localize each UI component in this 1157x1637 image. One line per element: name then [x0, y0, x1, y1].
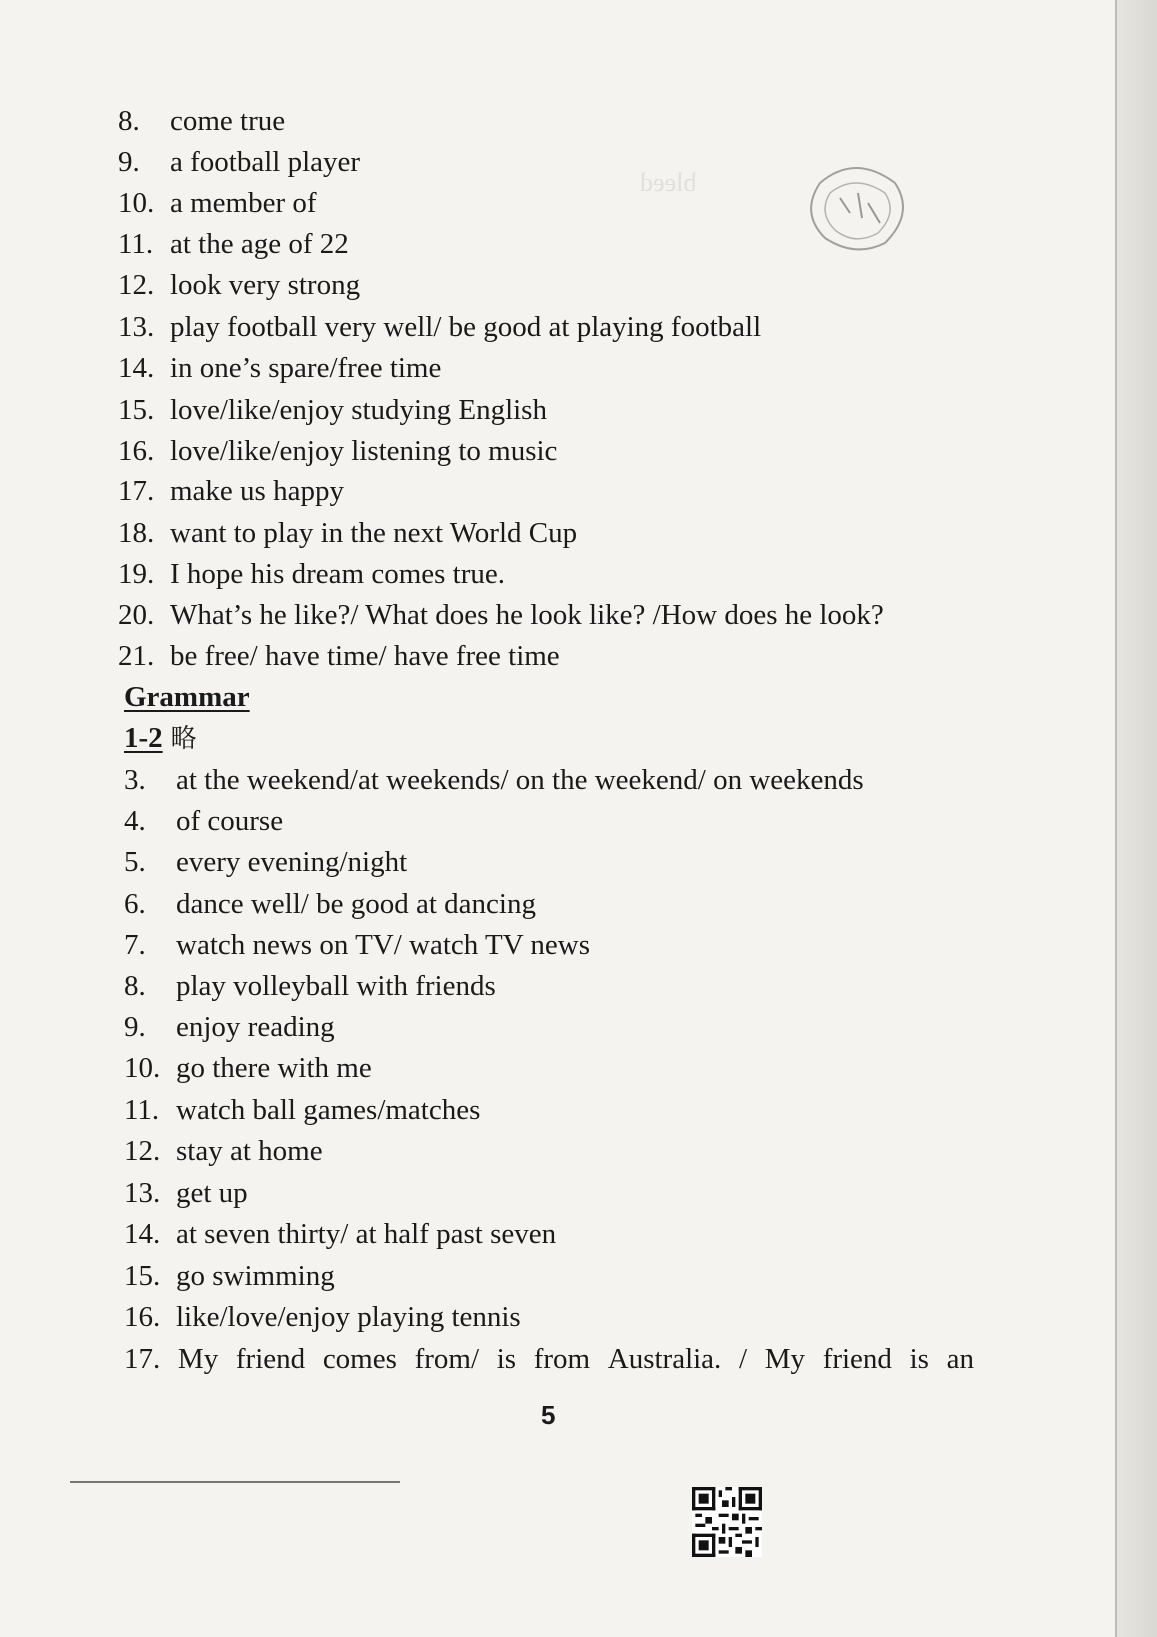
list-item-last: [124, 1342, 974, 1376]
list-item: 14. at seven thirty/ at half past seven: [124, 1218, 557, 1250]
list-item: 8. play volleyball with friends: [124, 970, 496, 1002]
page-edge: [1117, 0, 1157, 1637]
word: Australia.: [607, 1343, 722, 1375]
word: friend: [822, 1343, 892, 1375]
list-item: 14. in one’s spare/free time: [118, 352, 442, 384]
word: from/: [414, 1343, 480, 1375]
page-edge-line: [1115, 0, 1117, 1637]
word: My: [177, 1343, 219, 1375]
list-item: 12. stay at home: [124, 1135, 323, 1167]
list-item: 13. play football very well/ be good at playing football: [118, 311, 762, 343]
list-item: 8. come true: [118, 105, 286, 137]
word: friend: [235, 1343, 306, 1375]
list-item: 10. go there with me: [124, 1052, 372, 1084]
word: is: [496, 1343, 517, 1375]
list-item: 16. like/love/enjoy playing tennis: [124, 1301, 521, 1333]
list-item: 17. make us happy: [118, 475, 344, 507]
list-item: 4. of course: [124, 805, 284, 837]
list-item: 19. I hope his dream comes true.: [118, 558, 506, 590]
list-item: 12. look very strong: [118, 269, 361, 301]
qr-code-icon: [692, 1487, 762, 1557]
list-item-number: 17.: [124, 1343, 161, 1375]
list-item: 9. a football player: [118, 146, 361, 178]
list-item: 11. at the age of 22: [118, 228, 349, 260]
word: My: [764, 1343, 806, 1375]
list-item: 18. want to play in the next World Cup: [118, 517, 578, 549]
list-item: 6. dance well/ be good at dancing: [124, 888, 536, 920]
word: /: [738, 1343, 748, 1375]
word: comes: [322, 1343, 397, 1375]
list-item: 16. love/like/enjoy listening to music: [118, 435, 558, 467]
list-item: 21. be free/ have time/ have free time: [118, 640, 560, 672]
grammar-subheading: [124, 721, 197, 756]
list-item: 13. get up: [124, 1177, 248, 1209]
list-item: 15. love/like/enjoy studying English: [118, 394, 547, 426]
word: an: [946, 1343, 974, 1375]
subheading-label: 1-2: [124, 722, 163, 754]
list-item: 7. watch news on TV/ watch TV news: [124, 929, 590, 961]
list-item: 9. enjoy reading: [124, 1011, 335, 1043]
list-item: 10. a member of: [118, 187, 317, 219]
list-item: 15. go swimming: [124, 1260, 335, 1292]
footer-divider: [70, 1481, 400, 1483]
list-item: 20. What’s he like?/ What does he look like? /How does he look?: [118, 599, 884, 631]
stamp-seal-icon: [800, 158, 910, 258]
grammar-heading: Grammar: [124, 681, 250, 713]
page-number: 5: [541, 1400, 556, 1430]
bleed-through-text: bleed: [640, 168, 697, 197]
list-item: 3. at the weekend/at weekends/ on the weekend/ on weekends: [124, 764, 864, 796]
word: from: [533, 1343, 591, 1375]
list-item: 11. watch ball games/matches: [124, 1094, 481, 1126]
list-item: 5. every evening/night: [124, 846, 408, 878]
subheading-note: 略: [170, 724, 197, 754]
word: is: [909, 1343, 929, 1375]
